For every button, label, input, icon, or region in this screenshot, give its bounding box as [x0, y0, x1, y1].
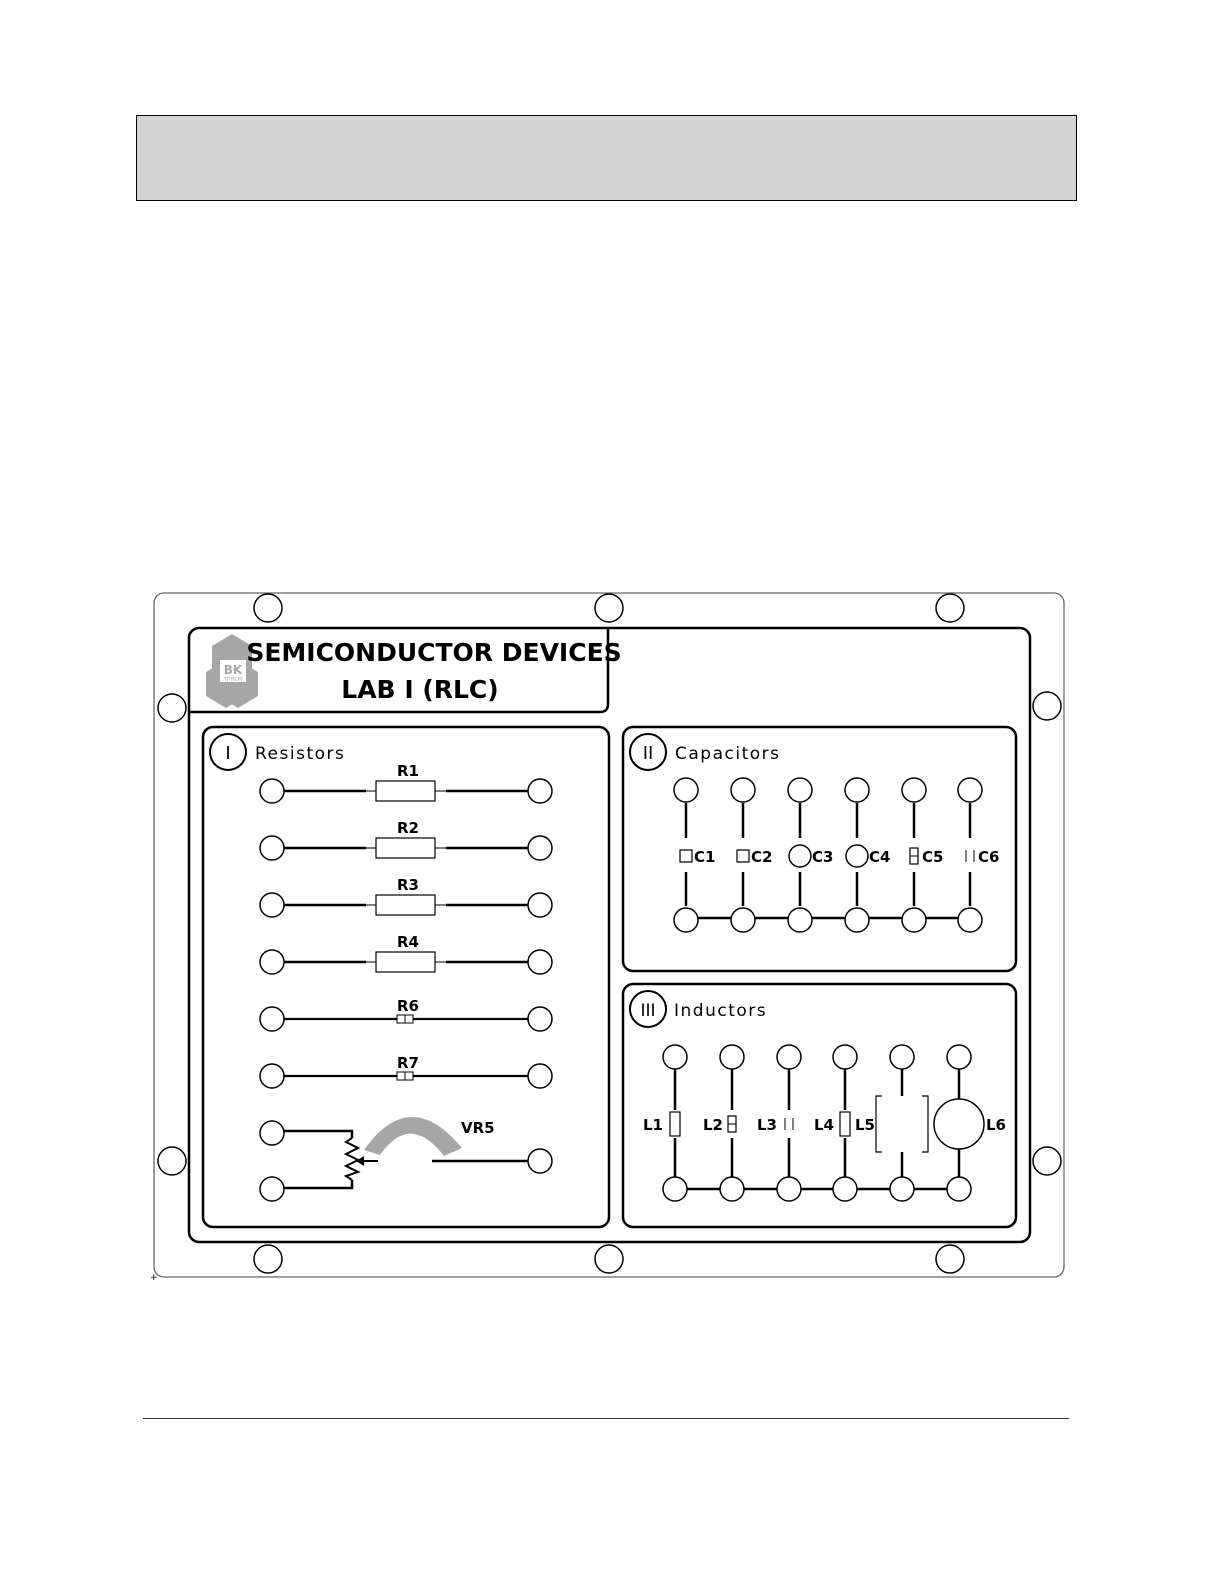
resistor-row: [260, 1054, 552, 1088]
resistor-label: R1: [397, 762, 419, 780]
terminal-left: [260, 1064, 284, 1088]
inductors-title: Inductors: [674, 1001, 768, 1021]
terminal-left: [260, 779, 284, 803]
terminal-top: [674, 778, 698, 802]
mounting-hole: [1033, 692, 1061, 720]
terminal-top: [845, 778, 869, 802]
capacitor: [845, 778, 890, 932]
terminal-right: [528, 836, 552, 860]
resistor-label: R4: [397, 933, 419, 951]
capacitor-label: C5: [922, 848, 944, 866]
inductor-label: L1: [643, 1116, 663, 1134]
terminal-bottom: [902, 908, 926, 932]
resistor-row: [260, 876, 552, 917]
terminal-bottom: [731, 908, 755, 932]
resistor-row: [260, 762, 552, 803]
capacitor-body: [680, 850, 692, 862]
mounting-hole: [595, 1245, 623, 1273]
resistor-label: R3: [397, 876, 419, 894]
terminal-top: [890, 1045, 914, 1069]
capacitor-group: [674, 778, 999, 932]
resistors-numeral: I: [225, 743, 231, 764]
inductor-label: L6: [986, 1116, 1006, 1134]
terminal-bottom: [947, 1177, 971, 1201]
terminal-right: [528, 1007, 552, 1031]
terminal-left: [260, 893, 284, 917]
mounting-hole: [595, 594, 623, 622]
svg-text:BK: BK: [223, 663, 243, 677]
board-title-line1: SEMICONDUCTOR DEVICES: [246, 638, 622, 667]
resistor-row: [260, 933, 552, 974]
inductor-label: L3: [757, 1116, 777, 1134]
resistor-label: R2: [397, 819, 419, 837]
terminal-left: [260, 950, 284, 974]
capacitor-label: C3: [812, 848, 834, 866]
terminal-top: [902, 778, 926, 802]
inductor-body: [840, 1112, 850, 1136]
inductor-group: [643, 1045, 1006, 1201]
resistor-row: [260, 819, 552, 860]
terminal-left: [260, 836, 284, 860]
terminal-top: [833, 1045, 857, 1069]
mounting-hole: [254, 594, 282, 622]
terminal-right: [528, 893, 552, 917]
inductor: [757, 1045, 801, 1201]
inductor: [855, 1045, 928, 1201]
resistor-body: [376, 838, 435, 858]
terminal-right: [528, 779, 552, 803]
capacitor: [731, 778, 772, 932]
terminal-bottom: [663, 1177, 687, 1201]
terminal-top: [720, 1045, 744, 1069]
capacitor-label: C4: [869, 848, 891, 866]
resistor-body: [376, 895, 435, 915]
mounting-hole: [936, 1245, 964, 1273]
inductor-label: L2: [703, 1116, 723, 1134]
mounting-hole: [158, 694, 186, 722]
resistor-body: [376, 781, 435, 801]
inductor-body: [934, 1099, 984, 1149]
terminal-bottom: [720, 1177, 744, 1201]
terminal-bottom: [788, 908, 812, 932]
potentiometer-vr5: [260, 1117, 552, 1201]
terminal-left: [260, 1007, 284, 1031]
resistor-label: R7: [397, 1054, 419, 1072]
mounting-hole: [1033, 1147, 1061, 1175]
inductor-label: L4: [814, 1116, 834, 1134]
capacitor-label: C1: [694, 848, 716, 866]
mounting-hole: [936, 594, 964, 622]
terminal-bottom: [833, 1177, 857, 1201]
capacitor-label: C6: [978, 848, 1000, 866]
inductor: [643, 1045, 687, 1201]
ind-bracket-left: [876, 1096, 882, 1152]
inductor: [814, 1045, 857, 1201]
inductors-numeral: III: [640, 1001, 656, 1021]
terminal-top: [663, 1045, 687, 1069]
capacitor-body: [846, 845, 868, 867]
footer-rule: [143, 1418, 1069, 1419]
terminal-top: [788, 778, 812, 802]
svg-text:TP.HCM: TP.HCM: [223, 677, 243, 683]
capacitor-body: [789, 845, 811, 867]
resistors-title: Resistors: [255, 744, 346, 764]
terminal-top: [947, 1045, 971, 1069]
resistor-row: [260, 997, 552, 1031]
terminal-bottom: [958, 908, 982, 932]
resistor-rows: [260, 762, 552, 1088]
capacitors-numeral: II: [642, 743, 654, 764]
terminal-top: [777, 1045, 801, 1069]
capacitors-title: Capacitors: [675, 744, 781, 764]
terminal-top: [958, 778, 982, 802]
mounting-hole: [158, 1147, 186, 1175]
inductor: [934, 1045, 1006, 1201]
resistor-body: [376, 952, 435, 972]
inductor-body: [670, 1112, 680, 1136]
capacitor-label: C2: [751, 848, 773, 866]
capacitor-body: [737, 850, 749, 862]
ind-bracket-right: [922, 1096, 928, 1152]
terminal-bottom: [845, 908, 869, 932]
terminal-bottom: [777, 1177, 801, 1201]
terminal-right: [528, 1064, 552, 1088]
capacitor: [788, 778, 833, 932]
resistor-label: R6: [397, 997, 419, 1015]
mounting-hole: [254, 1245, 282, 1273]
corner-mark: +: [150, 1273, 158, 1283]
capacitor: [674, 778, 715, 932]
board-title-line2: LAB I (RLC): [341, 675, 499, 704]
terminal-bottom: [890, 1177, 914, 1201]
terminal-right: [528, 950, 552, 974]
terminal-bottom: [674, 908, 698, 932]
capacitor: [958, 778, 999, 932]
inductor-label: L5: [855, 1116, 875, 1134]
capacitor: [902, 778, 943, 932]
terminal-top: [731, 778, 755, 802]
vr5-label: VR5: [461, 1119, 495, 1137]
inductor: [703, 1045, 744, 1201]
